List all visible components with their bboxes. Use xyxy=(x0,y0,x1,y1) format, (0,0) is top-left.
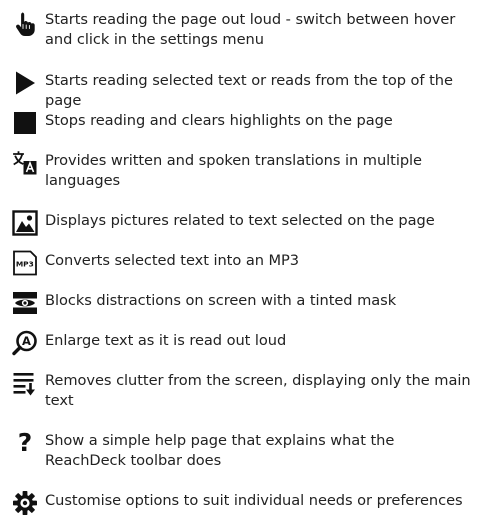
question-mark-icon xyxy=(12,430,38,456)
item-description: Converts selected text into an MP3 xyxy=(45,252,300,269)
translate-icon xyxy=(12,150,38,176)
item-description: Provides written and spoken translations in multiple languages xyxy=(45,152,422,189)
gear-icon xyxy=(12,490,38,516)
item-description: Show a simple help page that explains what the ReachDeck toolbar does xyxy=(45,432,395,469)
magnifier-a-icon xyxy=(12,330,38,356)
pointer-hand-icon xyxy=(12,11,38,37)
question-mark-glyph: ? xyxy=(17,428,33,457)
play-icon xyxy=(12,70,38,96)
item-description: Removes clutter from the screen, displaying only the main text xyxy=(45,372,471,409)
magnifier-letter: A xyxy=(22,334,31,349)
picture-icon xyxy=(12,210,38,236)
item-description: Blocks distractions on screen with a tinted mask xyxy=(45,292,397,309)
mp3-icon xyxy=(12,250,38,276)
item-description: Customise options to suit individual needs or preferences xyxy=(45,492,463,509)
item-description: Enlarge text as it is read out loud xyxy=(45,332,287,349)
stop-icon xyxy=(12,110,38,136)
eye-mask-icon xyxy=(12,290,38,316)
mp3-icon-label: MP3 xyxy=(15,259,34,269)
item-description: Displays pictures related to text selected on the page xyxy=(45,212,435,229)
item-description: Starts reading selected text or reads from the top of the page xyxy=(45,72,453,109)
simplify-list-icon xyxy=(12,371,38,397)
item-description: Stops reading and clears highlights on the page xyxy=(45,112,393,129)
item-description: Starts reading the page out loud - switch between hover and click in the settings menu xyxy=(45,11,456,48)
